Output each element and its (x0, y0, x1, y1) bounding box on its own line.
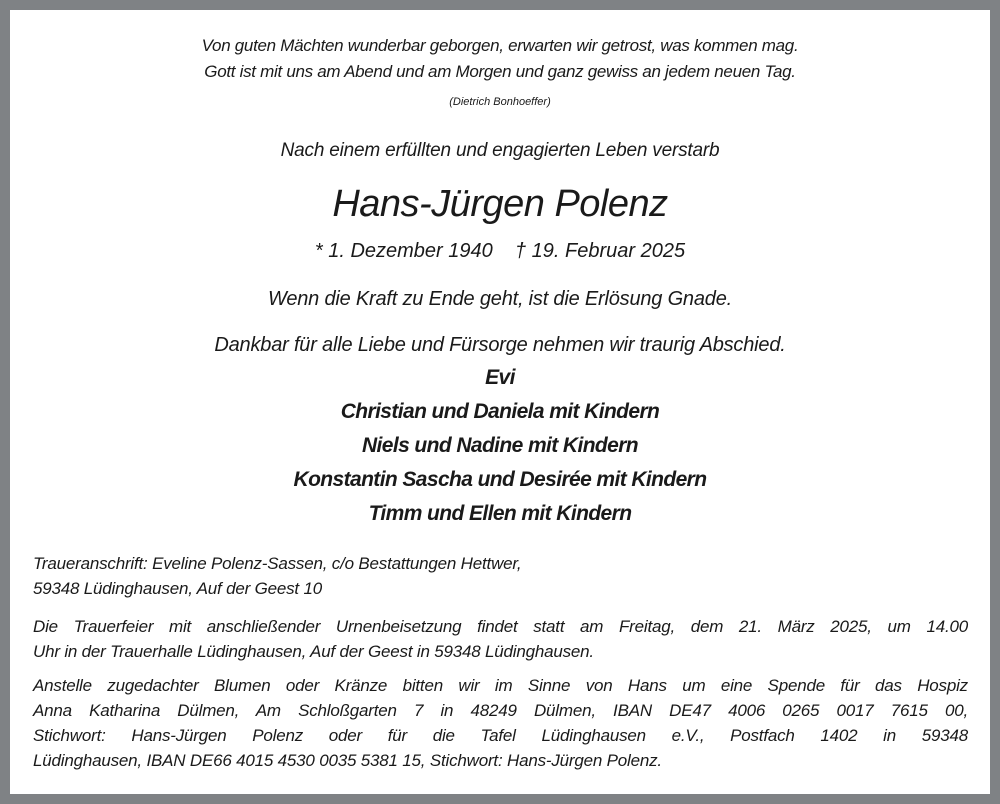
family-member: Konstantin Sascha und Desirée mit Kindern (293, 468, 707, 491)
quote-line-2: Gott ist mit uns am Abend und am Morgen und ganz gewiss an jedem neuen Tag. (204, 62, 796, 81)
quote-line-1: Von guten Mächten wunderbar geborgen, erwarten wir getrost, was kommen mag. (201, 36, 799, 55)
deceased-name: Hans-Jürgen Polenz (332, 183, 668, 225)
donation-line: Lüdinghausen, IBAN DE66 4015 4530 0035 5381 15, Stichwort: Hans-Jürgen Polenz. (33, 751, 662, 770)
birth-date: * 1. Dezember 1940 (314, 240, 493, 262)
quote-author: (Dietrich Bonhoeffer) (449, 96, 551, 108)
family-member: Timm und Ellen mit Kindern (368, 502, 632, 525)
intro-text: Nach einem erfüllten und engagierten Leben verstarb (280, 140, 720, 161)
donation-line: Stichwort: Hans-Jürgen Polenz oder für die Tafel Lüdinghausen e.V., Postfach 1402 in 59348 (33, 726, 968, 745)
saying: Wenn die Kraft zu Ende geht, ist die Erlösung Gnade. (268, 288, 732, 310)
farewell: Dankbar für alle Liebe und Fürsorge nehmen wir traurig Abschied. (214, 334, 786, 356)
family-member: Christian und Daniela mit Kindern (340, 400, 660, 423)
family-member: Evi (485, 366, 515, 389)
ceremony-line: Die Trauerfeier mit anschließender Urnenbeisetzung findet statt am Freitag, dem 21. März 2025, um 14.00 (33, 617, 968, 636)
family-member: Niels und Nadine mit Kindern (361, 434, 639, 457)
address-line: 59348 Lüdinghausen, Auf der Geest 10 (33, 579, 322, 598)
donation-line: Anna Katharina Dülmen, Am Schloßgarten 7 in 48249 Dülmen, IBAN DE47 4006 0265 0017 7615 00, (33, 701, 968, 720)
address-line: Traueranschrift: Eveline Polenz-Sassen, c/o Bestattungen Hettwer, (33, 554, 522, 573)
donation-line: Anstelle zugedachter Blumen oder Kränze bitten wir im Sinne von Hans um eine Spende für das Hospiz (33, 676, 968, 695)
life-dates (0, 240, 1000, 263)
death-date: † 19. Februar 2025 (515, 240, 686, 262)
ceremony-line: Uhr in der Trauerhalle Lüdinghausen, Auf der Geest in 59348 Lüdinghausen. (33, 642, 594, 661)
